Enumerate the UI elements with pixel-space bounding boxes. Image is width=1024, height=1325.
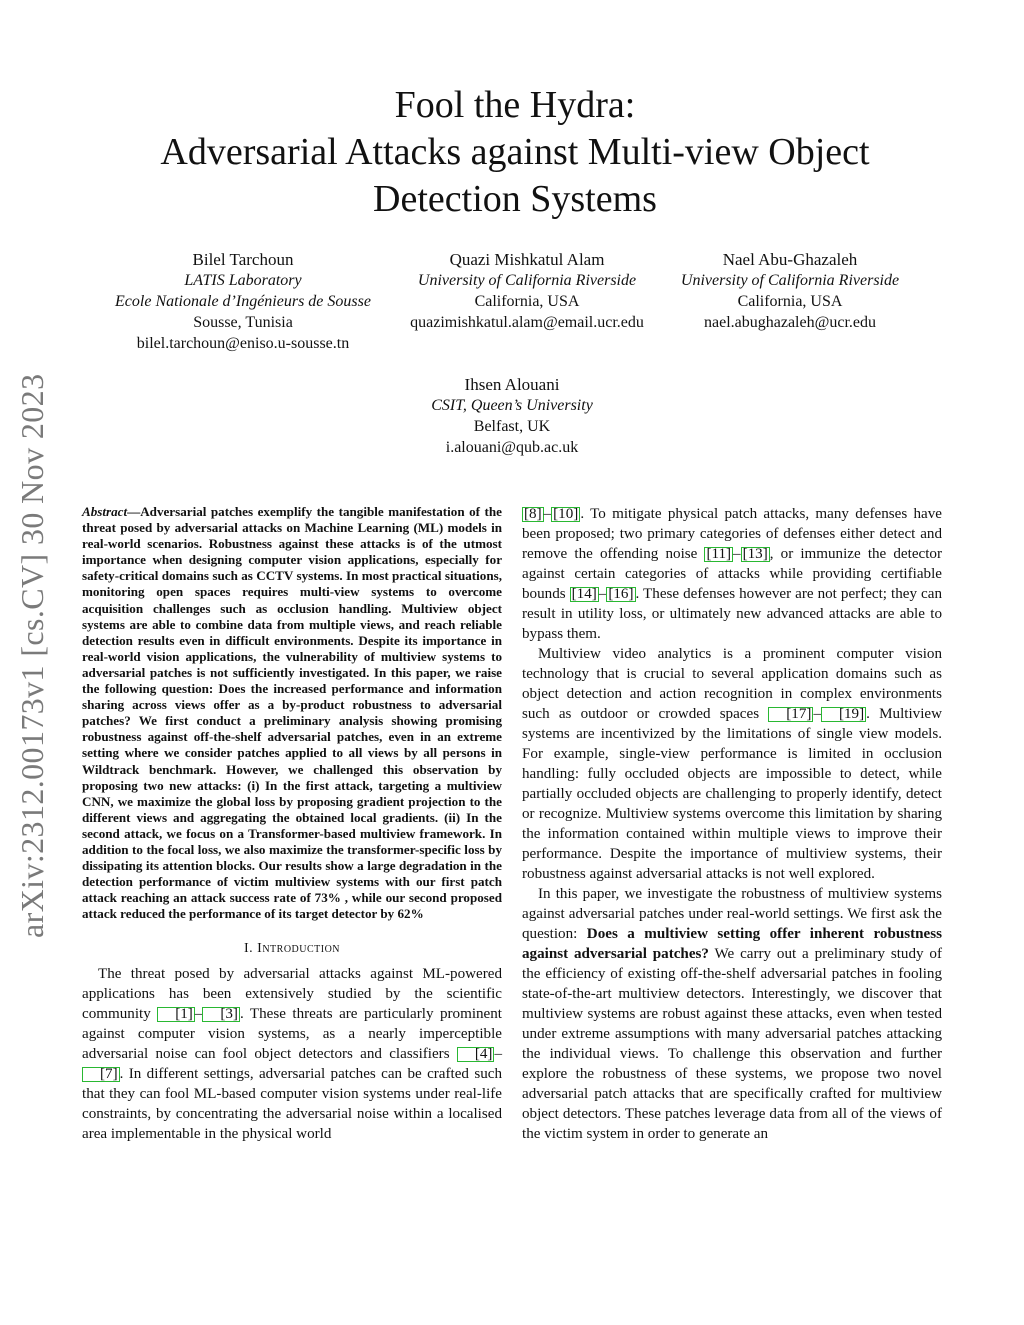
author-block-4 — [362, 374, 662, 458]
citation-link[interactable]: [7] — [82, 1067, 120, 1082]
citation-link[interactable]: [17] — [768, 707, 813, 722]
citation-link[interactable]: [16] — [608, 586, 634, 602]
author-name: Bilel Tarchoun — [192, 250, 294, 269]
abstract — [82, 504, 502, 922]
text-run: The threat posed by adversarial attacks against ML-powered applications has been extensively studied by the scientific community — [82, 966, 502, 1023]
text-run: , or immunize the detector against certain categories of attacks while providing certifiable bounds — [522, 546, 942, 602]
text-run: – — [733, 546, 741, 562]
author-affiliation: University of California Riverside — [680, 272, 900, 289]
title-line-3: Detection Systems — [373, 178, 657, 220]
author-name: Quazi Mishkatul Alam — [449, 250, 605, 269]
author-email: i.alouani@qub.ac.uk — [445, 439, 579, 456]
section-title-initial: I — [257, 941, 263, 957]
title-line-2: Adversarial Attacks against Multi-view Object — [160, 131, 870, 173]
paper-title — [90, 82, 940, 223]
author-location: Sousse, Tunisia — [193, 314, 293, 331]
section-number: I. — [243, 941, 254, 957]
text-run: . Multiview systems are incentivized by the limitations of single view models. For example, single-view performance is limited in occlusion handling: fully occluded objects are impossible to detect, while partially occluded objects are challenging to properly identify, detect or recognize. Multiview systems overcome this limitation by sharing the information contained within multiple views to improve their performance. Despite the importance of multiview systems, their robustness against adversarial attacks is not well explored. — [522, 706, 942, 882]
intro-paragraph-3 — [522, 884, 942, 1144]
text-run: We carry out a preliminary study of the efficiency of existing off-the-shelf adversarial patches in fooling state-of-the-art multiview detectors. Interestingly, we discover that multiview systems are robust against these attacks, even when tested under extreme assumptions with many adversarial patches attacking the individual views. To challenge this observation and further explore the robustness of these systems, we propose two novel adversarial patch attacks that are specifically crafted for multiview object detectors. These patches leverage data from all of the views of the victim system in order to generate an — [522, 946, 942, 1142]
text-run: – — [494, 1046, 502, 1063]
text-run: . These defenses however are not perfect; they can result in utility loss, or ultimately new advanced attacks are able to bypass them. — [522, 586, 943, 642]
research-question: Does a multiview setting offer inherent robustness against adversarial patches? — [522, 926, 942, 962]
author-affiliation: University of California Riverside — [417, 272, 637, 289]
text-run: In this paper, we investigate the robustness of multiview systems against adversarial patches under real-world settings. We first ask the question: — [522, 886, 942, 942]
left-column — [82, 504, 502, 1144]
author-email: bilel.tarchoun@eniso.u-sousse.tn — [136, 335, 350, 352]
text-run: . In different settings, adversarial patches can be crafted such that they can fool ML-based computer vision systems under real-life constraints, by concentrating the adversarial noise within a localised area implementable in the physical world — [82, 1066, 502, 1143]
arxiv-identifier: arXiv:2312.00173v1 [cs.CV] 30 Nov 2023 — [14, 373, 50, 938]
author-block-3 — [662, 249, 918, 333]
citation-link[interactable]: [13] — [742, 546, 768, 562]
intro-paragraph-1-continued — [522, 504, 942, 644]
text-run: – — [598, 586, 607, 602]
citation-link[interactable]: [14] — [571, 586, 597, 602]
author-organization: Ecole Nationale d’Ingénieurs de Sousse — [115, 293, 371, 310]
author-email: quazimishkatul.alam@email.ucr.edu — [410, 314, 644, 331]
title-line-1: Fool the Hydra: — [394, 84, 636, 126]
author-location: California, USA — [474, 293, 580, 310]
text-run: – — [543, 506, 552, 522]
author-block-2 — [392, 249, 662, 333]
text-run: . To mitigate physical patch attacks, many defenses have been proposed; two primary categories of defenses either detect and remove the offending noise — [522, 506, 942, 562]
section-title-rest: ntroduction — [262, 941, 341, 957]
abstract-text: —Adversarial patches exemplify the tangible manifestation of the threat posed by adversarial attacks on Machine Learning (ML) models in real-world scenarios. Robustness against these attacks is of the utmost importance when designing computer vision applications, especially for safety-critical domains such as CCTV systems. In most practical situations, monitoring open spaces requires multi-view systems to overcome acquisition challenges such as occlusion handling. Multiview object systems are able to combine data from multiple views, and reach reliable detection results even in difficult environments. Despite its importance in real-world vision applications, the vulnerability of multiview systems to adversarial patches is not sufficiently investigated. In this paper, we raise the following question: Does the increased performance and information sharing across views offer as a by-product robustness to adversarial patches? We first conduct a preliminary analysis showing promising robustness against off-the-shelf adversarial patches, even in an extreme setting where we consider patches applied to all views by all persons in Wildtrack benchmark. However, we challenged this observation by proposing two new attacks: (i) In the first attack, targeting a multiview CNN, we maximize the global loss by proposing gradient projection to the different views and aggregating the obtained local gradients. (ii) In the second attack, we focus on a Transformer-based multiview framework. In addition to the focal loss, we also maximize the transformer-specific loss by dissipating its attention blocks. Our results show a large degradation in the detection performance of victim multiview systems with our first patch attack reaching an attack success rate of 73% , while our second proposed attack reduced the performance of its target detector by 62% — [82, 504, 502, 922]
text-run: – — [813, 706, 821, 722]
abstract-label: Abstract — [82, 504, 128, 519]
author-email: nael.abughazaleh@ucr.edu — [704, 314, 876, 331]
citation-link[interactable]: [19] — [821, 707, 866, 722]
text-run: Multiview video analytics is a prominent computer vision technology that is crucial to several application domains such as object detection and action recognition in complex environments such as outdoor or crowded spaces — [522, 646, 942, 722]
author-location: Belfast, UK — [473, 418, 551, 435]
citation-link[interactable]: [3] — [202, 1007, 240, 1022]
right-column — [522, 504, 942, 1144]
citation-link[interactable]: [10] — [553, 506, 579, 522]
author-block-1 — [88, 249, 398, 354]
author-affiliation: LATIS Laboratory — [184, 272, 302, 289]
text-run: . These threats are particularly prominent against computer vision systems, as a nearly imperceptible adversarial noise can fool object detectors and classifiers — [82, 1006, 502, 1063]
citation-link[interactable]: [11] — [706, 546, 732, 562]
author-name: Ihsen Alouani — [464, 375, 560, 394]
intro-paragraph-1 — [82, 964, 502, 1144]
citation-link[interactable]: [1] — [157, 1007, 195, 1022]
text-run: – — [194, 1006, 203, 1023]
author-name: Nael Abu-Ghazaleh — [722, 250, 858, 269]
intro-paragraph-2 — [522, 644, 942, 884]
citation-link[interactable]: [4] — [457, 1047, 495, 1062]
author-affiliation: CSIT, Queen’s University — [431, 397, 593, 414]
citation-link[interactable]: [8] — [524, 506, 542, 522]
author-location: California, USA — [737, 293, 843, 310]
section-heading-introduction — [82, 941, 502, 957]
